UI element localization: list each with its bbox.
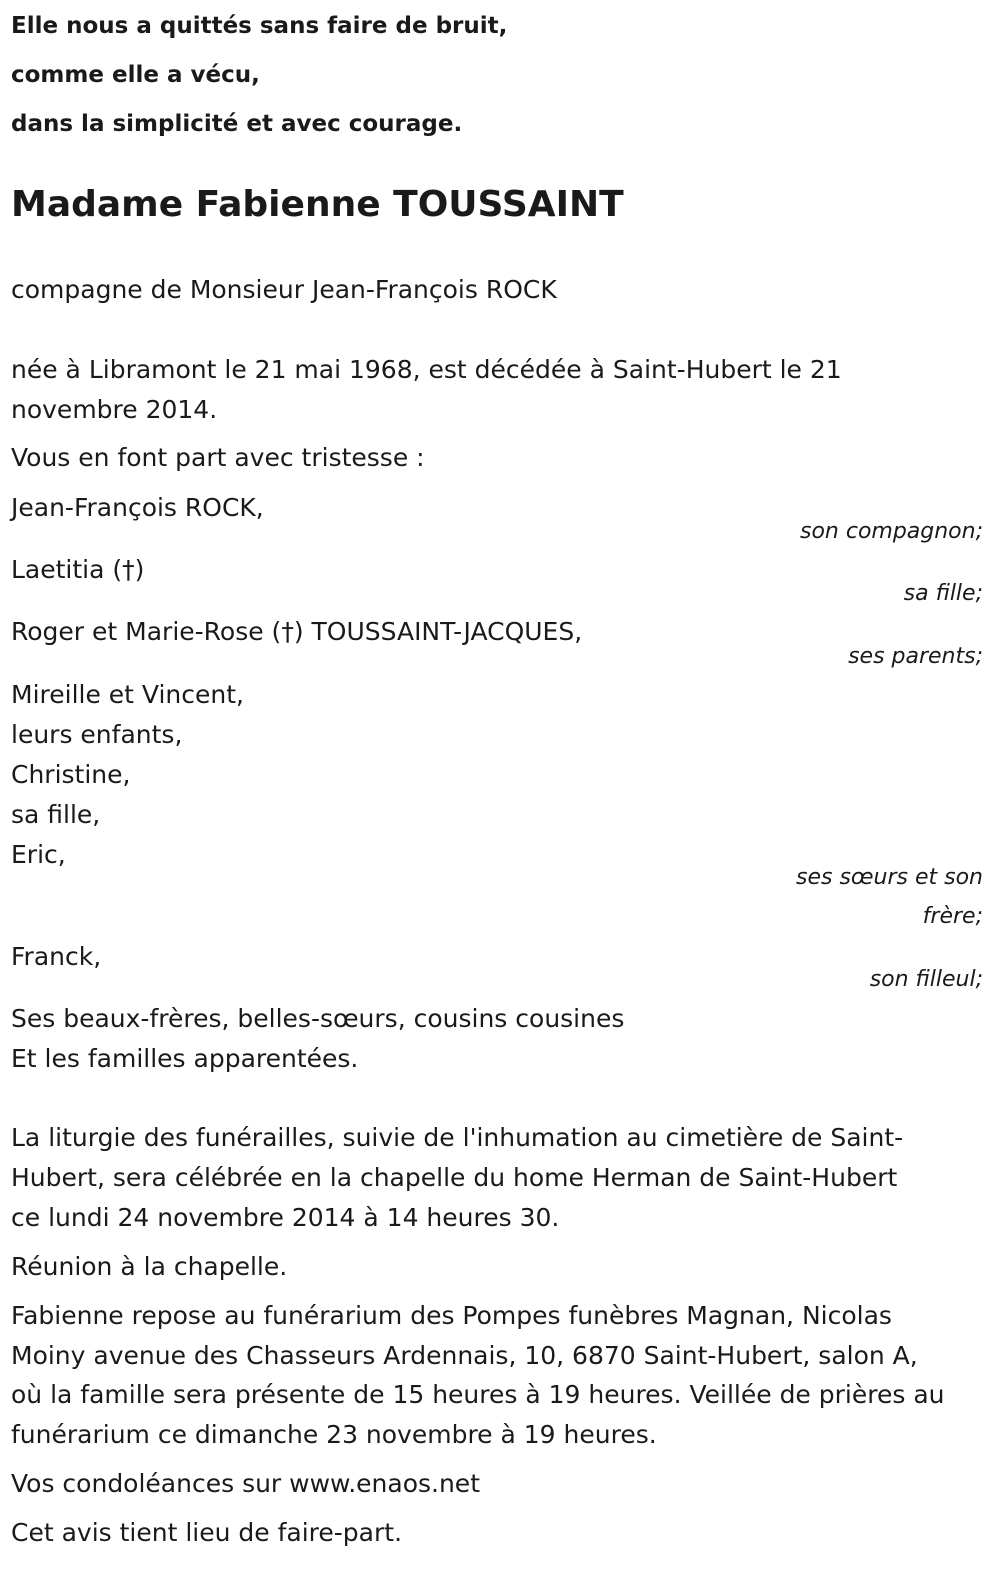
condolences-text: Vos condoléances sur www.enaos.net [11, 1469, 480, 1498]
visitation-line: Fabienne repose au funérarium des Pompes funèbres Magnan, Nicolas [11, 1301, 892, 1330]
companion-line: compagne de Monsieur Jean-François ROCK [11, 275, 557, 304]
epitaph [11, 0, 983, 149]
ceremony-line: Hubert, sera célébrée en la chapelle du home Herman de Saint-Hubert [11, 1163, 898, 1192]
notice-text: Cet avis tient lieu de faire-part. [11, 1518, 403, 1547]
inlaws-line: Et les familles apparentées. [11, 1044, 359, 1073]
siblings-relation: ses sœurs et son [796, 865, 983, 890]
visitation-line: où la famille sera présente de 15 heures à 19 heures. Veillée de prières au [11, 1380, 945, 1409]
siblings-line: Mireille et Vincent, [11, 680, 244, 709]
intro-text: Vous en font part avec tristesse : [11, 443, 425, 472]
inlaws-line: Ses beaux-frères, belles-sœurs, cousins cousines [11, 1004, 625, 1033]
siblings-line: Eric, [11, 840, 66, 869]
daughter-name: Laetitia (†) [11, 555, 145, 584]
godson-relation: son filleul; [869, 967, 983, 992]
ceremony-line: La liturgie des funérailles, suivie de l'inhumation au cimetière de Saint- [11, 1123, 904, 1152]
deceased-name: Madame Fabienne TOUSSAINT [11, 184, 624, 225]
companion-relation: son compagnon; [799, 519, 983, 544]
parents-relation: ses parents; [848, 644, 983, 669]
visitation-line: Moiny avenue des Chasseurs Ardennais, 10, 6870 Saint-Hubert, salon A, [11, 1341, 918, 1370]
companion-name: Jean-François ROCK, [11, 493, 264, 522]
daughter-relation: sa fille; [903, 581, 983, 606]
siblings-line: leurs enfants, [11, 720, 183, 749]
epitaph-line: comme elle a vécu, [11, 62, 260, 88]
birth-death-text: née à Libramont le 21 mai 1968, est décédée à Saint-Hubert le 21 novembre 2014. [11, 355, 842, 424]
obituary-notice [11, 0, 983, 1547]
epitaph-line: Elle nous a quittés sans faire de bruit, [11, 13, 508, 39]
meeting-text: Réunion à la chapelle. [11, 1252, 288, 1281]
siblings-line: Christine, [11, 760, 131, 789]
visitation-line: funérarium ce dimanche 23 novembre à 19 heures. [11, 1420, 657, 1449]
siblings-line: sa fille, [11, 800, 101, 829]
parents-name: Roger et Marie-Rose (†) TOUSSAINT-JACQUES, [11, 617, 583, 646]
ceremony-line: ce lundi 24 novembre 2014 à 14 heures 30. [11, 1203, 560, 1232]
epitaph-line: dans la simplicité et avec courage. [11, 111, 463, 137]
godson-name: Franck, [11, 942, 102, 971]
siblings-relation: frère; [922, 904, 983, 929]
